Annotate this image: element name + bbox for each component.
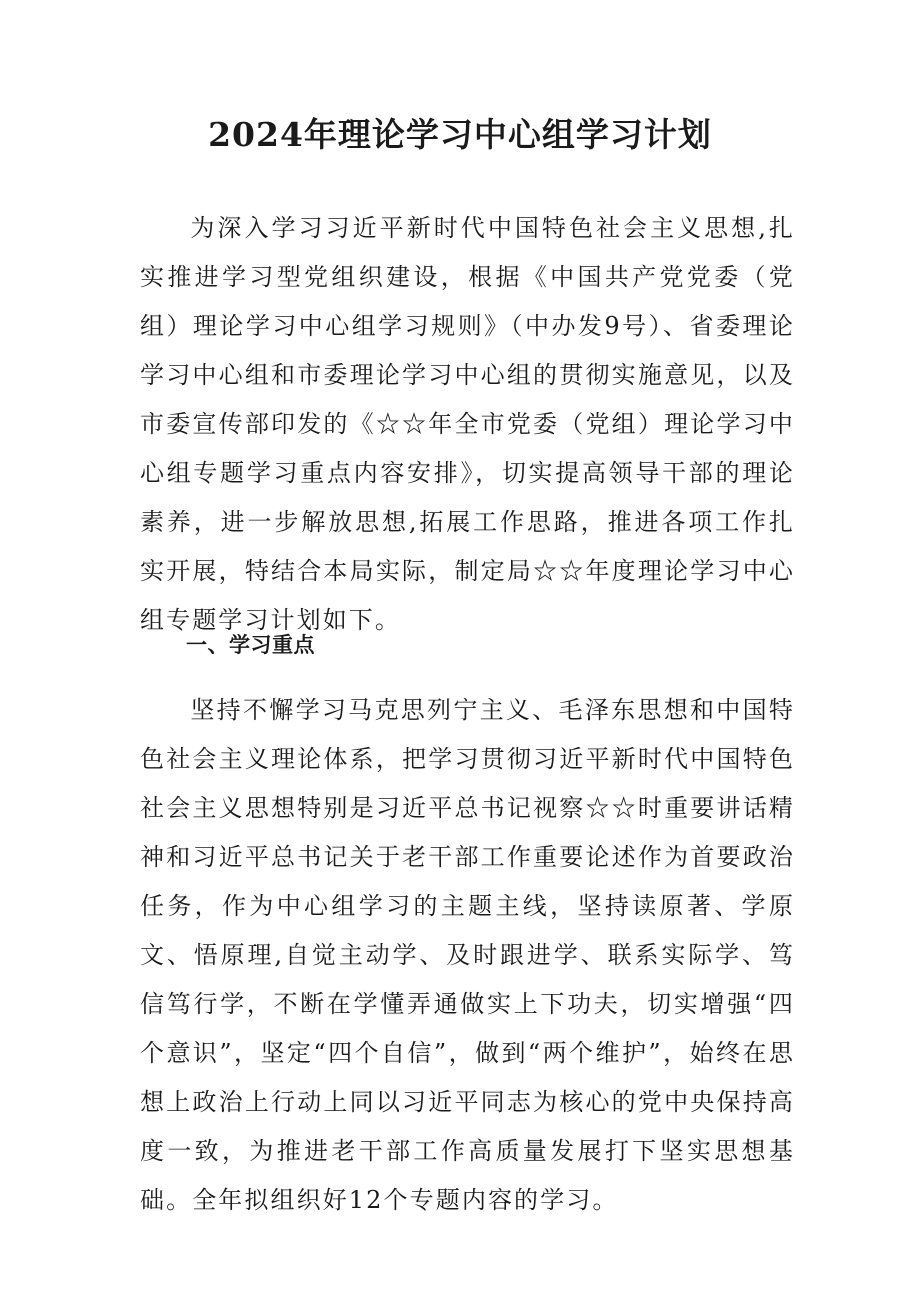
document-title: 2024年理论学习中心组学习计划 bbox=[208, 115, 712, 154]
section-body-study-focus: 坚持不懈学习马克思列宁主义、毛泽东思想和中国特色社会主义理论体系，把学习贯彻习近平新时代中国特色社会主义思想特别是习近平总书记视察☆☆时重要讲话精神和习近平总书记关于老干部工作重要论述作为首要政治任务，作为中心组学习的主题主线，坚持读原著、学原文、悟原理,自觉主动学、及时跟进学、联系实际学、笃信笃行学，不断在学懂弄通做实上下功夫，切实增强“四个意识”，坚定“四个自信”，做到“两个维护”，始终在思想上政治上行动上同以习近平同志为核心的党中央保持高度一致，为推进老干部工作高质量发展打下坚实思想基础。全年拟组织好12个专题内容的学习。 bbox=[140, 696, 795, 1214]
intro-paragraph: 为深入学习习近平新时代中国特色社会主义思想,扎实推进学习型党组织建设，根据《中国共产党党委（党组）理论学习中心组学习规则》（中办发9号）、省委理论学习中心组和市委理论学习中心组的贯彻实施意见，以及市委宣传部印发的《☆☆年全市党委（党组）理论学习中心组专题学习重点内容安排》，切实提高领导干部的理论素养，进一步解放思想,拓展工作思路，推进各项工作扎实开展，特结合本局实际，制定局☆☆年度理论学习中心组专题学习计划如下。 bbox=[140, 214, 795, 634]
section-heading-study-focus: 一、学习重点 bbox=[186, 633, 315, 657]
